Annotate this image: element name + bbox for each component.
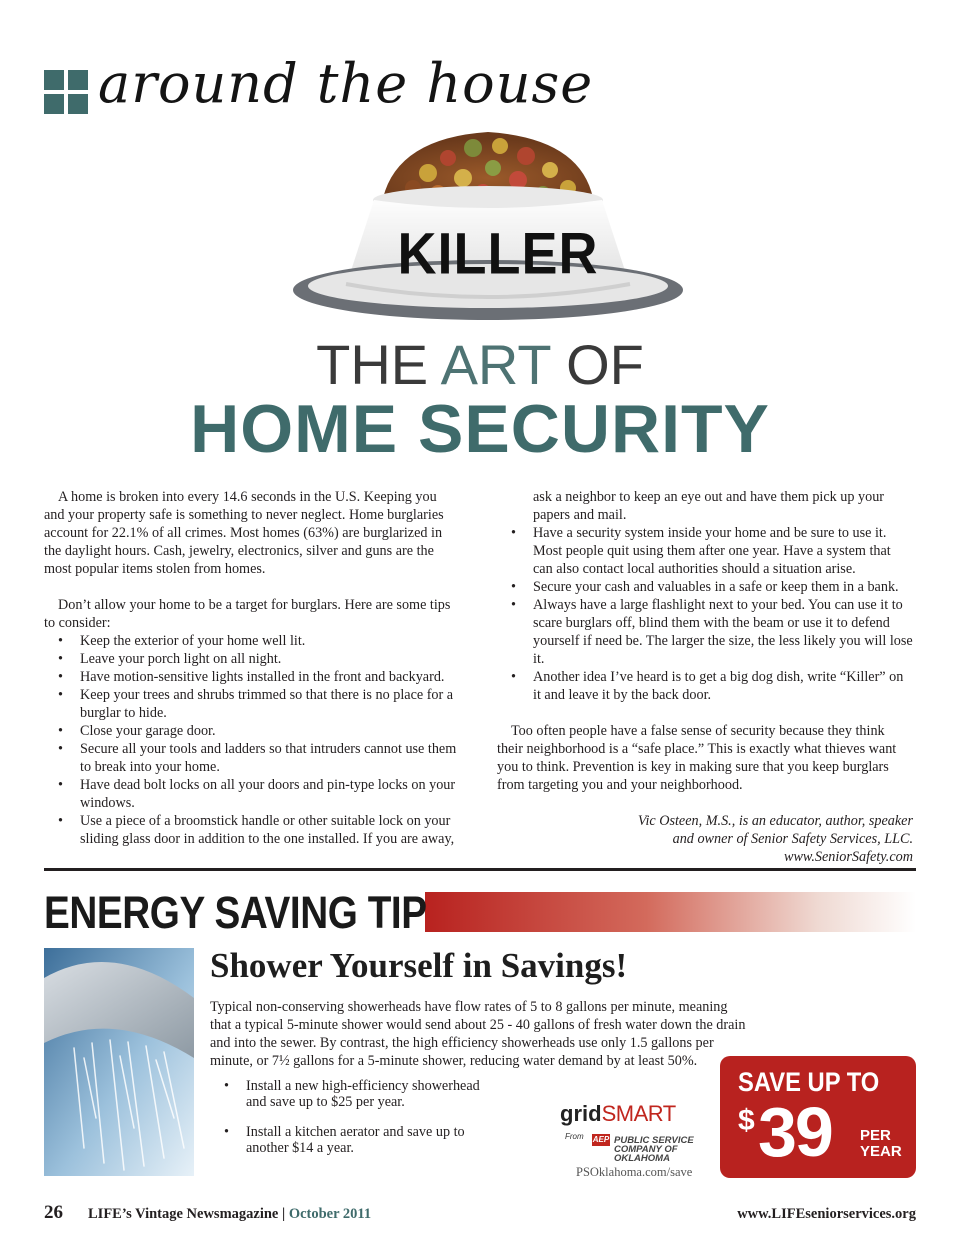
list-item-continued: ask a neighbor to keep an eye out and have them pick up your papers and mail.: [533, 489, 885, 523]
tips-list-right: [497, 488, 913, 704]
headline-line-1: [0, 333, 960, 397]
savings-headline: SAVE UP TO: [738, 1067, 880, 1097]
author-byline: Vic Osteen, M.S., is an educator, author, speaker and owner of Senior Safety Services, LLC. www.SeniorSafety.com: [637, 813, 913, 865]
from-label: From: [565, 1132, 584, 1141]
list-item: • Use a piece of a broomstick handle or other suitable lock on your sliding glass door in addition to the one installed. If you are away,: [58, 813, 455, 847]
pso-company-name: PUBLIC SERVICE COMPANY OF OKLAHOMA: [614, 1135, 694, 1164]
tips-intro: Don’t allow your home to be a target for burglars. Here are some tips to consider:: [44, 597, 451, 631]
four-square-grid-icon: [44, 70, 88, 114]
section-title: around the house: [98, 52, 594, 115]
footer-website: www.LIFEseniorservices.org: [737, 1206, 916, 1222]
list-item: • Keep the exterior of your home well lit.: [58, 633, 306, 649]
article-column-right: [497, 488, 913, 866]
section-divider: [44, 868, 916, 871]
headline-of: OF: [550, 333, 644, 396]
list-item: • Another idea I’ve heard is to get a big dog dish, write “Killer” on it and leave it by the back door.: [511, 669, 904, 703]
energy-gradient-bar: [425, 892, 916, 932]
showerhead-photo: [44, 948, 194, 1176]
energy-tips-list: [210, 1078, 480, 1170]
gridsmart-logo: gridSMART: [560, 1101, 676, 1126]
list-item: • Close your garage door.: [58, 723, 216, 739]
list-item: • Have a security system inside your home and be sure to use it. Most people quit using them after one year. Have a system that can also contact local authorities should a situation arise.: [511, 525, 891, 577]
headline-the: THE: [316, 333, 441, 396]
savings-dollar-sign: $: [738, 1104, 755, 1137]
list-item: • Install a kitchen aerator and save up to another $14 a year.: [224, 1124, 465, 1156]
headline-art: ART: [440, 333, 551, 396]
aep-logo: AEP: [592, 1135, 610, 1144]
article-intro: A home is broken into every 14.6 seconds in the U.S. Keeping you and your property safe is something to never neglect. Home burglaries account for 22.1% of all crimes. Most homes (63%) are burglarized in the daylight hours. Cash, jewelry, electronics, silver and guns are the most popular items stolen from homes.: [44, 489, 444, 577]
list-item: • Keep your trees and shrubs trimmed so that there is no place for a burglar to hide.: [58, 687, 454, 721]
energy-headline: Shower Yourself in Savings!: [210, 946, 628, 985]
savings-amount: 39: [758, 1093, 832, 1171]
list-item: • Always have a large flashlight next to your bed. You can use it to scare burglars off, blind them with the beam or use it to defend yourself if need be. The larger the size, the less likely you will lose it.: [511, 597, 913, 667]
list-item: • Leave your porch light on all night.: [58, 651, 282, 667]
list-item: • Secure all your tools and ladders so that intruders cannot use them to break into your home.: [58, 741, 457, 775]
article-column-left: [44, 488, 460, 848]
energy-body: Typical non-conserving showerheads have flow rates of 5 to 8 gallons per minute, meaning that a typical 5-minute shower would send about 25 - 40 gallons of fresh water down the drain and into the sewer. By contrast, the high efficiency showerheads use only 1.5 gallons per minute, or 7½ gallons for a 5-minute shower, reducing water demand by at least 50%.: [210, 999, 746, 1069]
list-item: • Have dead bolt locks on all your doors and pin-type locks on your windows.: [58, 777, 456, 811]
energy-section-title: ENERGY SAVING TIP: [44, 887, 427, 938]
list-item: • Secure your cash and valuables in a safe or keep them in a bank.: [511, 579, 899, 595]
list-item: • Have motion-sensitive lights installed in the front and backyard.: [58, 669, 445, 685]
bowl-label: KILLER: [397, 221, 599, 287]
savings-per-year: PER YEAR: [860, 1127, 902, 1160]
page-number: 26: [44, 1202, 63, 1223]
publication-info: LIFE’s Vintage Newsmagazine | October 2011: [88, 1206, 372, 1222]
tips-list-left: [44, 632, 460, 848]
sponsor-url: PSOklahoma.com/save: [576, 1165, 693, 1179]
list-item: • Install a new high-efficiency showerhead and save up to $25 per year.: [224, 1078, 480, 1110]
article-closing: Too often people have a false sense of security because they think their neighborhood is a “safe place.” This is exactly what thieves want you to think. Prevention is key in making sure that you keep burglars from targeting you and your neighborhood.: [497, 723, 897, 793]
headline-line-2: HOME SECURITY: [190, 391, 770, 467]
